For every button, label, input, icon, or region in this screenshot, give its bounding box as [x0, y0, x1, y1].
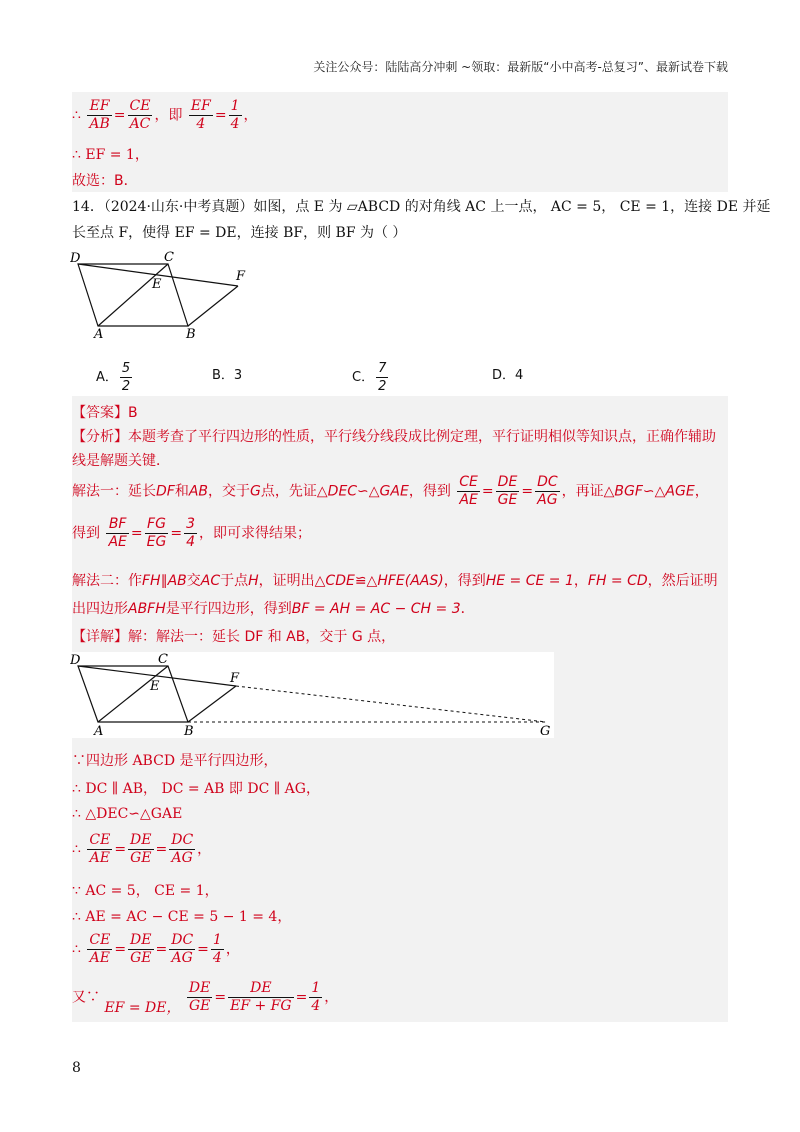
solution-figure	[70, 652, 554, 738]
page-number: 8	[72, 1060, 81, 1076]
q14-line-1: 14．（2024·山东·中考真题）如图，点 E 为 ▱ABCD 的对角线 AC 上一点， AC = 5， CE = 1，连接 DE 并延	[72, 199, 771, 215]
prev-line-1: ∴ $\frac{EF}{AB}$ = $\frac{CE}{AC}$ ，即 $\frac{EF}{4}$ = $\frac{1}{4}$ ，	[72, 98, 258, 132]
method-2-line-2: 出四边形ABFH是平行四边形，得到BF = AH = AC − CH = 3．	[72, 601, 475, 617]
sol-label-G: G	[540, 724, 551, 738]
step-3: ∴ △DEC∽△GAE	[72, 806, 183, 822]
detail-intro: 【详解】解：解法一：延长 DF 和 AB，交于 G 点，	[72, 629, 396, 645]
diagonal-ac	[98, 264, 168, 326]
label-E: E	[152, 277, 162, 292]
label-B: B	[186, 327, 196, 340]
option-a[interactable]: A． $\frac{5}{2}$	[96, 361, 131, 394]
sol-label-A: A	[94, 724, 104, 738]
option-b[interactable]: B．3	[212, 368, 243, 383]
label-A: A	[94, 327, 104, 340]
label-F: F	[236, 269, 246, 284]
analysis-line-1: 【分析】本题考查了平行四边形的性质，平行线分线段成比例定理，平行证明相似等知识点，正确作辅助	[72, 429, 716, 445]
answer: 【答案】B	[72, 405, 138, 421]
method-1-line-2: 得到 $\frac{BF}{AE}$ = $\frac{FG}{EG}$ = $\frac{3}{4}$ ，即可求得结果；	[72, 516, 311, 550]
sol-label-E: E	[150, 679, 160, 694]
sol-label-C: C	[158, 652, 168, 667]
sol-label-D: D	[70, 653, 81, 668]
method-1-line-1: 解法一：延长DF和AB，交于G点，先证△DEC∽△GAE，得到 $\frac{CE}{AE}$ = $\frac{DE}{GE}$ = $\frac{DC}{AG}$ ，再证△BGF∽△AGE，	[72, 474, 709, 508]
step-8: 又∵ EF = DE， $\frac{DE}{GE}$ = $\frac{DE}{EF + FG}$ = $\frac{1}{4}$ ，	[72, 980, 339, 1016]
prev-line-3: 故选：B．	[72, 173, 138, 189]
q14-figure	[70, 250, 250, 340]
page-header: 关注公众号：陆陆高分冲刺 ~领取：最新版“小中高考-总复习”、最新试卷下载	[313, 60, 728, 74]
prev-line-2: ∴ EF = 1，	[72, 147, 149, 163]
sol-label-F: F	[230, 671, 240, 686]
sol-label-B: B	[184, 724, 194, 738]
label-C: C	[164, 250, 174, 265]
step-2: ∴ DC ∥ AB， DC = AB 即 DC ∥ AG，	[72, 781, 320, 797]
step-5: ∵ AC = 5， CE = 1，	[72, 883, 219, 899]
analysis-line-2: 线是解题关键．	[72, 453, 170, 469]
segment-bf	[188, 286, 238, 326]
label-D: D	[70, 251, 81, 266]
option-c[interactable]: C． $\frac{7}{2}$	[352, 361, 387, 394]
q14-line-2: 长至点 F，使得 EF = DE，连接 BF，则 BF 为（ ）	[72, 225, 407, 241]
step-1: ∵四边形 ABCD 是平行四边形，	[72, 753, 278, 769]
step-4: ∴ $\frac{CE}{AE}$ = $\frac{DE}{GE}$ = $\frac{DC}{AG}$ ，	[72, 832, 212, 866]
step-6: ∴ AE = AC − CE = 5 − 1 = 4，	[72, 909, 292, 925]
option-d[interactable]: D．4	[492, 368, 524, 383]
method-2-line-1: 解法二：作FH∥AB交AC于点H，证明出△CDE≌△HFE(AAS)，得到HE = CE = 1，FH = CD，然后证明	[72, 573, 718, 589]
step-7: ∴ $\frac{CE}{AE}$ = $\frac{DE}{GE}$ = $\frac{DC}{AG}$ = $\frac{1}{4}$ ，	[72, 932, 240, 966]
